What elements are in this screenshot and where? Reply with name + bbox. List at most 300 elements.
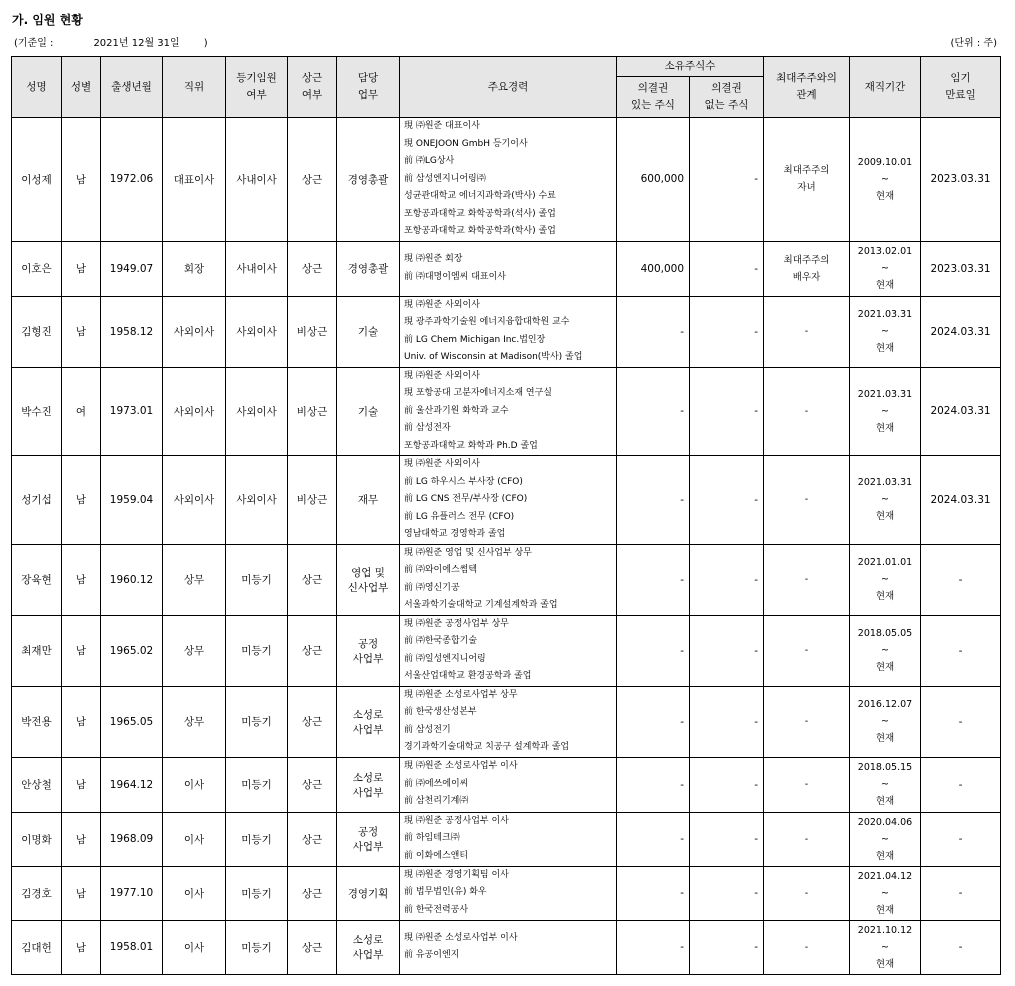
- cell-term-end: 2023.03.31: [921, 241, 1001, 296]
- cell-career-line: 포항공과대학교 화학공학과(학사) 졸업: [404, 226, 556, 236]
- cell-position: 상무: [163, 615, 226, 686]
- cell-birth: 1949.07: [101, 241, 163, 296]
- cell-relation: [764, 544, 850, 615]
- cell-career-line: 前 한국전력공사: [404, 904, 469, 915]
- cell-birth: 1964.12: [101, 757, 163, 812]
- cell-voting-shares: -: [617, 615, 690, 686]
- cell-voting-shares: -: [617, 456, 690, 545]
- cell-relation-line: 최대주주의: [783, 254, 830, 266]
- cell-duty: [337, 118, 400, 242]
- cell-duty-line: 재무: [357, 494, 379, 507]
- cell-duty-line: 사업부: [352, 949, 384, 961]
- cell-tenure: [850, 686, 921, 757]
- cell-birth: 1958.12: [101, 296, 163, 367]
- header-relation: 최대주주와의 관계: [764, 57, 850, 118]
- cell-tenure: [850, 544, 921, 615]
- cell-career-line: 前 ㈜영신기공: [404, 582, 460, 593]
- cell-career-line: 現 ㈜원준 공정사업부 이사: [404, 815, 509, 826]
- cell-relation-line: 자녀: [797, 182, 816, 194]
- header-voting: 의결권 있는 주식: [617, 77, 690, 118]
- table-row: [12, 367, 1001, 456]
- cell-duty: [337, 456, 400, 545]
- cell-tenure: [850, 812, 921, 866]
- cell-nonvoting-shares: -: [690, 367, 764, 456]
- header-name: 성명: [12, 57, 62, 118]
- cell-tenure-line: 2020.04.06: [857, 816, 913, 828]
- table-row: [12, 615, 1001, 686]
- cell-fulltime: 비상근: [288, 456, 337, 545]
- cell-term-end: -: [921, 686, 1001, 757]
- unit-label: (단위 : 주): [950, 38, 997, 49]
- cell-name: 이명화: [12, 812, 62, 866]
- cell-career-line: 포항공과대학교 화학공학과(석사) 졸업: [404, 208, 556, 219]
- cell-fulltime: 상근: [288, 615, 337, 686]
- cell-tenure-line: 2009.10.01: [857, 156, 913, 168]
- cell-term-end: -: [921, 615, 1001, 686]
- cell-duty: [337, 615, 400, 686]
- cell-career-line: 現 ㈜원준 사외이사: [404, 370, 480, 381]
- cell-career-line: 前 ㈜LG상사: [404, 156, 455, 166]
- cell-relation: [764, 296, 850, 367]
- cell-career: [400, 544, 617, 615]
- cell-voting-shares: -: [617, 866, 690, 920]
- cell-tenure-line: ~: [881, 574, 889, 585]
- cell-relation-line: 배우자: [792, 271, 821, 283]
- cell-position: 상무: [163, 544, 226, 615]
- cell-career-line: 現 ㈜원준 소성로사업부 이사: [404, 932, 518, 943]
- table-row: [12, 544, 1001, 615]
- cell-career-line: Univ. of Wisconsin at Madison(박사) 졸업: [404, 352, 583, 362]
- cell-position: 상무: [163, 686, 226, 757]
- header-nonvoting: 의결권 없는 주식: [690, 77, 764, 118]
- cell-tenure-line: ~: [881, 833, 889, 845]
- cell-voting-shares: -: [617, 296, 690, 367]
- cell-nonvoting-shares: -: [690, 544, 764, 615]
- cell-duty-line: 사업부: [352, 841, 384, 853]
- header-fulltime: 상근 여부: [288, 57, 337, 118]
- cell-term-end: -: [921, 812, 1001, 866]
- cell-term-end: -: [921, 866, 1001, 920]
- cell-duty: [337, 812, 400, 866]
- cell-tenure-line: ~: [881, 405, 889, 417]
- cell-name: 김대헌: [12, 920, 62, 974]
- cell-voting-shares: -: [617, 686, 690, 757]
- header-term-end: 임기 만료일: [921, 57, 1001, 118]
- cell-duty-line: 공정: [357, 826, 379, 838]
- cell-tenure-line: ~: [881, 941, 889, 953]
- cell-duty-line: 기술: [357, 405, 379, 418]
- cell-relation: [764, 920, 850, 974]
- cell-career: [400, 456, 617, 545]
- cell-tenure-line: ~: [881, 494, 889, 506]
- cell-duty-line: 사업부: [352, 786, 384, 799]
- cell-career-line: 現 ONEJOON GmbH 등기이사: [404, 138, 528, 149]
- cell-tenure-line: 현재: [875, 733, 895, 744]
- cell-relation-line: -: [804, 887, 809, 899]
- cell-relation: [764, 812, 850, 866]
- cell-duty-line: 경영기획: [347, 887, 389, 900]
- cell-career: [400, 367, 617, 456]
- cell-tenure: [850, 296, 921, 367]
- cell-tenure-line: 2018.05.15: [857, 762, 913, 773]
- cell-gender: 남: [62, 118, 101, 242]
- cell-registered: 사외이사: [226, 456, 288, 545]
- cell-registered: 미등기: [226, 866, 288, 920]
- cell-gender: 남: [62, 615, 101, 686]
- cell-career: [400, 296, 617, 367]
- cell-fulltime: 상근: [288, 544, 337, 615]
- cell-name: 안상철: [12, 757, 62, 812]
- cell-duty: [337, 757, 400, 812]
- cell-career-line: 서울과학기술대학교 기계설계학과 졸업: [404, 600, 558, 610]
- cell-tenure-line: 2018.05.05: [857, 628, 913, 639]
- cell-career-line: 前 LG 유플러스 전무 (CFO): [404, 511, 515, 522]
- table-row: [12, 757, 1001, 812]
- cell-relation: [764, 241, 850, 296]
- cell-duty-line: 경영총괄: [347, 263, 389, 275]
- cell-duty-line: 영업 및: [351, 566, 385, 579]
- cell-duty-line: 경영총괄: [347, 173, 389, 186]
- cell-gender: 남: [62, 812, 101, 866]
- cell-name: 이호은: [12, 241, 62, 296]
- cell-career-line: 영남대학교 경영학과 졸업: [404, 529, 506, 539]
- cell-duty-line: 사업부: [352, 652, 384, 665]
- table-row: [12, 866, 1001, 920]
- table-row: [12, 241, 1001, 296]
- cell-tenure-line: 2016.12.07: [857, 699, 913, 710]
- cell-relation-line: -: [804, 716, 809, 727]
- cell-duty-line: 사업부: [352, 723, 384, 736]
- cell-career-line: 前 LG Chem Michigan Inc.법인장: [404, 334, 546, 345]
- cell-term-end: 2024.03.31: [921, 367, 1001, 456]
- cell-career: [400, 920, 617, 974]
- cell-career-line: 現 포항공대 고분자에너지소재 연구실: [404, 388, 552, 398]
- section-title: 가. 임원 현황: [12, 13, 83, 27]
- cell-birth: 1965.02: [101, 615, 163, 686]
- cell-position: 이사: [163, 866, 226, 920]
- cell-duty-line: 신사업부: [347, 581, 389, 594]
- cell-duty-line: 소성로: [352, 771, 384, 784]
- table-row: [12, 296, 1001, 367]
- cell-birth: 1959.04: [101, 456, 163, 545]
- cell-gender: 남: [62, 920, 101, 974]
- cell-tenure-line: 현재: [875, 280, 895, 291]
- cell-registered: 사내이사: [226, 118, 288, 242]
- cell-tenure-line: 현재: [875, 343, 895, 354]
- table-row: [12, 812, 1001, 866]
- cell-tenure-line: ~: [881, 326, 889, 337]
- table-row: [12, 920, 1001, 974]
- cell-career: [400, 118, 617, 242]
- header-career: 주요경력: [400, 57, 617, 118]
- cell-name: 장육현: [12, 544, 62, 615]
- cell-nonvoting-shares: -: [690, 686, 764, 757]
- cell-gender: 남: [62, 296, 101, 367]
- cell-tenure-line: 현재: [875, 190, 895, 202]
- cell-voting-shares: 600,000: [617, 118, 690, 242]
- cell-position: 이사: [163, 812, 226, 866]
- cell-tenure-line: 현재: [875, 904, 895, 916]
- cell-career-line: 前 유공이엔지: [404, 950, 460, 960]
- cell-tenure-line: 2021.03.31: [857, 309, 913, 320]
- cell-tenure: [850, 456, 921, 545]
- cell-relation-line: -: [804, 779, 809, 790]
- cell-fulltime: 비상근: [288, 296, 337, 367]
- cell-name: 성기섭: [12, 456, 62, 545]
- header-duty: 담당 업무: [337, 57, 400, 118]
- cell-tenure-line: 2013.02.01: [857, 246, 913, 257]
- basis-date: [14, 34, 208, 49]
- cell-gender: 남: [62, 866, 101, 920]
- cell-relation: [764, 615, 850, 686]
- cell-career-line: 現 ㈜원준 경영기획팀 이사: [404, 869, 509, 880]
- cell-fulltime: 비상근: [288, 367, 337, 456]
- header-gender: 성별: [62, 57, 101, 118]
- cell-position: 사외이사: [163, 367, 226, 456]
- cell-tenure-line: 2021.03.31: [857, 388, 913, 400]
- cell-fulltime: 상근: [288, 866, 337, 920]
- cell-career: [400, 241, 617, 296]
- cell-birth: 1968.09: [101, 812, 163, 866]
- cell-nonvoting-shares: -: [690, 757, 764, 812]
- cell-duty: [337, 866, 400, 920]
- cell-gender: 남: [62, 456, 101, 545]
- cell-relation-line: -: [804, 574, 809, 585]
- cell-career: [400, 866, 617, 920]
- cell-career-line: 前 하임테크㈜: [404, 833, 460, 844]
- cell-term-end: -: [921, 920, 1001, 974]
- cell-registered: 미등기: [226, 544, 288, 615]
- cell-career-line: 前 이화에스앤티: [404, 850, 469, 861]
- cell-relation-line: 최대주주의: [783, 165, 830, 177]
- cell-duty-line: 기술: [357, 326, 379, 338]
- cell-tenure-line: 현재: [875, 958, 895, 970]
- cell-term-end: 2024.03.31: [921, 296, 1001, 367]
- cell-voting-shares: 400,000: [617, 241, 690, 296]
- cell-birth: 1972.06: [101, 118, 163, 242]
- cell-fulltime: 상근: [288, 920, 337, 974]
- cell-name: 박전용: [12, 686, 62, 757]
- cell-term-end: 2023.03.31: [921, 118, 1001, 242]
- cell-career-line: 現 ㈜원준 대표이사: [404, 121, 480, 131]
- cell-birth: 1960.12: [101, 544, 163, 615]
- cell-relation: [764, 686, 850, 757]
- cell-tenure-line: 2021.04.12: [857, 870, 913, 882]
- header-registered: 등기임원 여부: [226, 57, 288, 118]
- cell-career-line: 포항공과대학교 화학과 Ph.D 졸업: [404, 440, 538, 451]
- basis-open: (기준일 :: [14, 38, 54, 49]
- cell-fulltime: 상근: [288, 241, 337, 296]
- cell-career: [400, 812, 617, 866]
- cell-tenure-line: 2021.10.12: [857, 924, 913, 936]
- cell-duty: [337, 920, 400, 974]
- cell-tenure: [850, 920, 921, 974]
- cell-tenure-line: 2021.01.01: [857, 557, 913, 568]
- header-position: 직위: [163, 57, 226, 118]
- cell-name: 최재만: [12, 615, 62, 686]
- cell-relation-line: -: [804, 326, 809, 337]
- cell-career-line: 서울산업대학교 환경공학과 졸업: [404, 671, 532, 681]
- cell-relation-line: -: [804, 941, 809, 953]
- cell-position: 사외이사: [163, 296, 226, 367]
- cell-fulltime: 상근: [288, 812, 337, 866]
- cell-relation-line: -: [804, 494, 809, 506]
- cell-position: 이사: [163, 757, 226, 812]
- cell-tenure-line: 현재: [875, 662, 895, 673]
- cell-career-line: 現 ㈜원준 소성로사업부 이사: [404, 761, 518, 772]
- cell-tenure: [850, 118, 921, 242]
- cell-tenure-line: ~: [881, 263, 889, 274]
- cell-career-line: 성균관대학교 에너지과학과(박사) 수료: [404, 191, 556, 201]
- cell-nonvoting-shares: -: [690, 118, 764, 242]
- cell-career-line: 現 ㈜원준 공정사업부 상무: [404, 618, 509, 629]
- cell-tenure-line: ~: [881, 173, 889, 185]
- cell-career-line: 경기과학기술대학교 치공구 설계학과 졸업: [404, 742, 570, 752]
- cell-relation: [764, 118, 850, 242]
- cell-position: 대표이사: [163, 118, 226, 242]
- cell-registered: 미등기: [226, 812, 288, 866]
- cell-gender: 남: [62, 241, 101, 296]
- cell-career-line: 前 삼성전기: [404, 724, 451, 735]
- cell-career-line: 前 법무법인(유) 화우: [404, 887, 487, 898]
- cell-nonvoting-shares: -: [690, 920, 764, 974]
- cell-term-end: -: [921, 544, 1001, 615]
- cell-tenure: [850, 615, 921, 686]
- cell-career-line: 現 ㈜원준 영업 및 신사업부 상무: [404, 547, 532, 558]
- cell-birth: 1965.05: [101, 686, 163, 757]
- cell-term-end: -: [921, 757, 1001, 812]
- cell-relation: [764, 367, 850, 456]
- cell-registered: 미등기: [226, 920, 288, 974]
- cell-nonvoting-shares: -: [690, 456, 764, 545]
- cell-name: 김형진: [12, 296, 62, 367]
- cell-career-line: 現 ㈜원준 소성로사업부 상무: [404, 689, 518, 700]
- cell-tenure-line: ~: [881, 779, 889, 790]
- cell-position: 이사: [163, 920, 226, 974]
- cell-relation-line: -: [804, 833, 809, 845]
- cell-nonvoting-shares: -: [690, 866, 764, 920]
- cell-gender: 여: [62, 367, 101, 456]
- cell-duty: [337, 241, 400, 296]
- cell-career-line: 現 광주과학기술원 에너지융합대학원 교수: [404, 317, 570, 327]
- cell-duty: [337, 367, 400, 456]
- cell-tenure-line: 현재: [875, 591, 895, 602]
- cell-tenure: [850, 367, 921, 456]
- cell-career-line: 前 삼성전자: [404, 423, 451, 433]
- cell-registered: 사외이사: [226, 367, 288, 456]
- cell-relation: [764, 456, 850, 545]
- basis-close: ): [203, 38, 208, 49]
- table-row: [12, 118, 1001, 242]
- cell-tenure-line: ~: [881, 645, 889, 656]
- cell-tenure-line: 2021.03.31: [857, 477, 913, 489]
- cell-voting-shares: -: [617, 367, 690, 456]
- cell-fulltime: 상근: [288, 686, 337, 757]
- cell-gender: 남: [62, 757, 101, 812]
- cell-relation-line: -: [804, 645, 809, 656]
- basis-date-value: 2021년 12월 31일: [93, 38, 180, 49]
- cell-relation-line: -: [804, 405, 809, 417]
- cell-career-line: 前 ㈜에쓰에이씨: [404, 778, 469, 789]
- cell-birth: 1973.01: [101, 367, 163, 456]
- cell-career-line: 前 LG 하우시스 부사장 (CFO): [404, 476, 523, 487]
- cell-voting-shares: -: [617, 920, 690, 974]
- cell-career-line: 前 ㈜일성엔지니어링: [404, 653, 486, 664]
- cell-gender: 남: [62, 544, 101, 615]
- cell-career-line: 前 ㈜대명이엠씨 대표이사: [404, 271, 506, 282]
- cell-duty-line: 소성로: [352, 708, 384, 721]
- cell-tenure-line: 현재: [875, 422, 895, 434]
- cell-name: 이성제: [12, 118, 62, 242]
- cell-registered: 미등기: [226, 686, 288, 757]
- cell-duty: [337, 544, 400, 615]
- cell-gender: 남: [62, 686, 101, 757]
- cell-registered: 미등기: [226, 757, 288, 812]
- cell-nonvoting-shares: -: [690, 812, 764, 866]
- cell-voting-shares: -: [617, 757, 690, 812]
- cell-career-line: 前 삼성엔지니어링㈜: [404, 173, 486, 184]
- cell-tenure-line: ~: [881, 887, 889, 899]
- cell-registered: 미등기: [226, 615, 288, 686]
- header-tenure: 재직기간: [850, 57, 921, 118]
- cell-birth: 1958.01: [101, 920, 163, 974]
- cell-fulltime: 상근: [288, 118, 337, 242]
- cell-name: 박수진: [12, 367, 62, 456]
- cell-career: [400, 757, 617, 812]
- cell-career-line: 前 LG CNS 전무/부사장 (CFO): [404, 494, 528, 504]
- cell-relation: [764, 757, 850, 812]
- cell-name: 김경호: [12, 866, 62, 920]
- cell-career-line: 前 ㈜한국종합기술: [404, 636, 478, 646]
- cell-career-line: 前 울산과기원 화학과 교수: [404, 405, 509, 416]
- cell-nonvoting-shares: -: [690, 296, 764, 367]
- cell-career: [400, 686, 617, 757]
- cell-position: 사외이사: [163, 456, 226, 545]
- cell-duty-line: 공정: [357, 637, 379, 650]
- cell-tenure: [850, 757, 921, 812]
- cell-fulltime: 상근: [288, 757, 337, 812]
- cell-relation: [764, 866, 850, 920]
- cell-duty: [337, 686, 400, 757]
- cell-duty-line: 소성로: [352, 934, 384, 946]
- table-row: [12, 686, 1001, 757]
- cell-career-line: 現 ㈜원준 사외이사: [404, 299, 480, 310]
- cell-career: [400, 615, 617, 686]
- header-shares-group: 소유주식수: [617, 57, 764, 77]
- cell-birth: 1977.10: [101, 866, 163, 920]
- cell-nonvoting-shares: -: [690, 241, 764, 296]
- cell-duty: [337, 296, 400, 367]
- cell-career-line: 前 ㈜와이에스썸텍: [404, 565, 478, 575]
- cell-registered: 사외이사: [226, 296, 288, 367]
- cell-tenure-line: ~: [881, 716, 889, 727]
- cell-tenure-line: 현재: [875, 511, 895, 523]
- cell-tenure: [850, 866, 921, 920]
- executives-table: [11, 56, 1001, 975]
- cell-voting-shares: -: [617, 812, 690, 866]
- cell-term-end: 2024.03.31: [921, 456, 1001, 545]
- cell-registered: 사내이사: [226, 241, 288, 296]
- table-body: [12, 118, 1001, 975]
- cell-career-line: 現 ㈜원준 사외이사: [404, 459, 480, 469]
- cell-career-line: 前 한국생산성본부: [404, 707, 477, 717]
- cell-tenure: [850, 241, 921, 296]
- cell-tenure-line: 현재: [875, 796, 895, 807]
- cell-career-line: 前 삼천리기계㈜: [404, 796, 469, 807]
- cell-nonvoting-shares: -: [690, 615, 764, 686]
- cell-tenure-line: 현재: [875, 850, 895, 862]
- cell-position: 회장: [163, 241, 226, 296]
